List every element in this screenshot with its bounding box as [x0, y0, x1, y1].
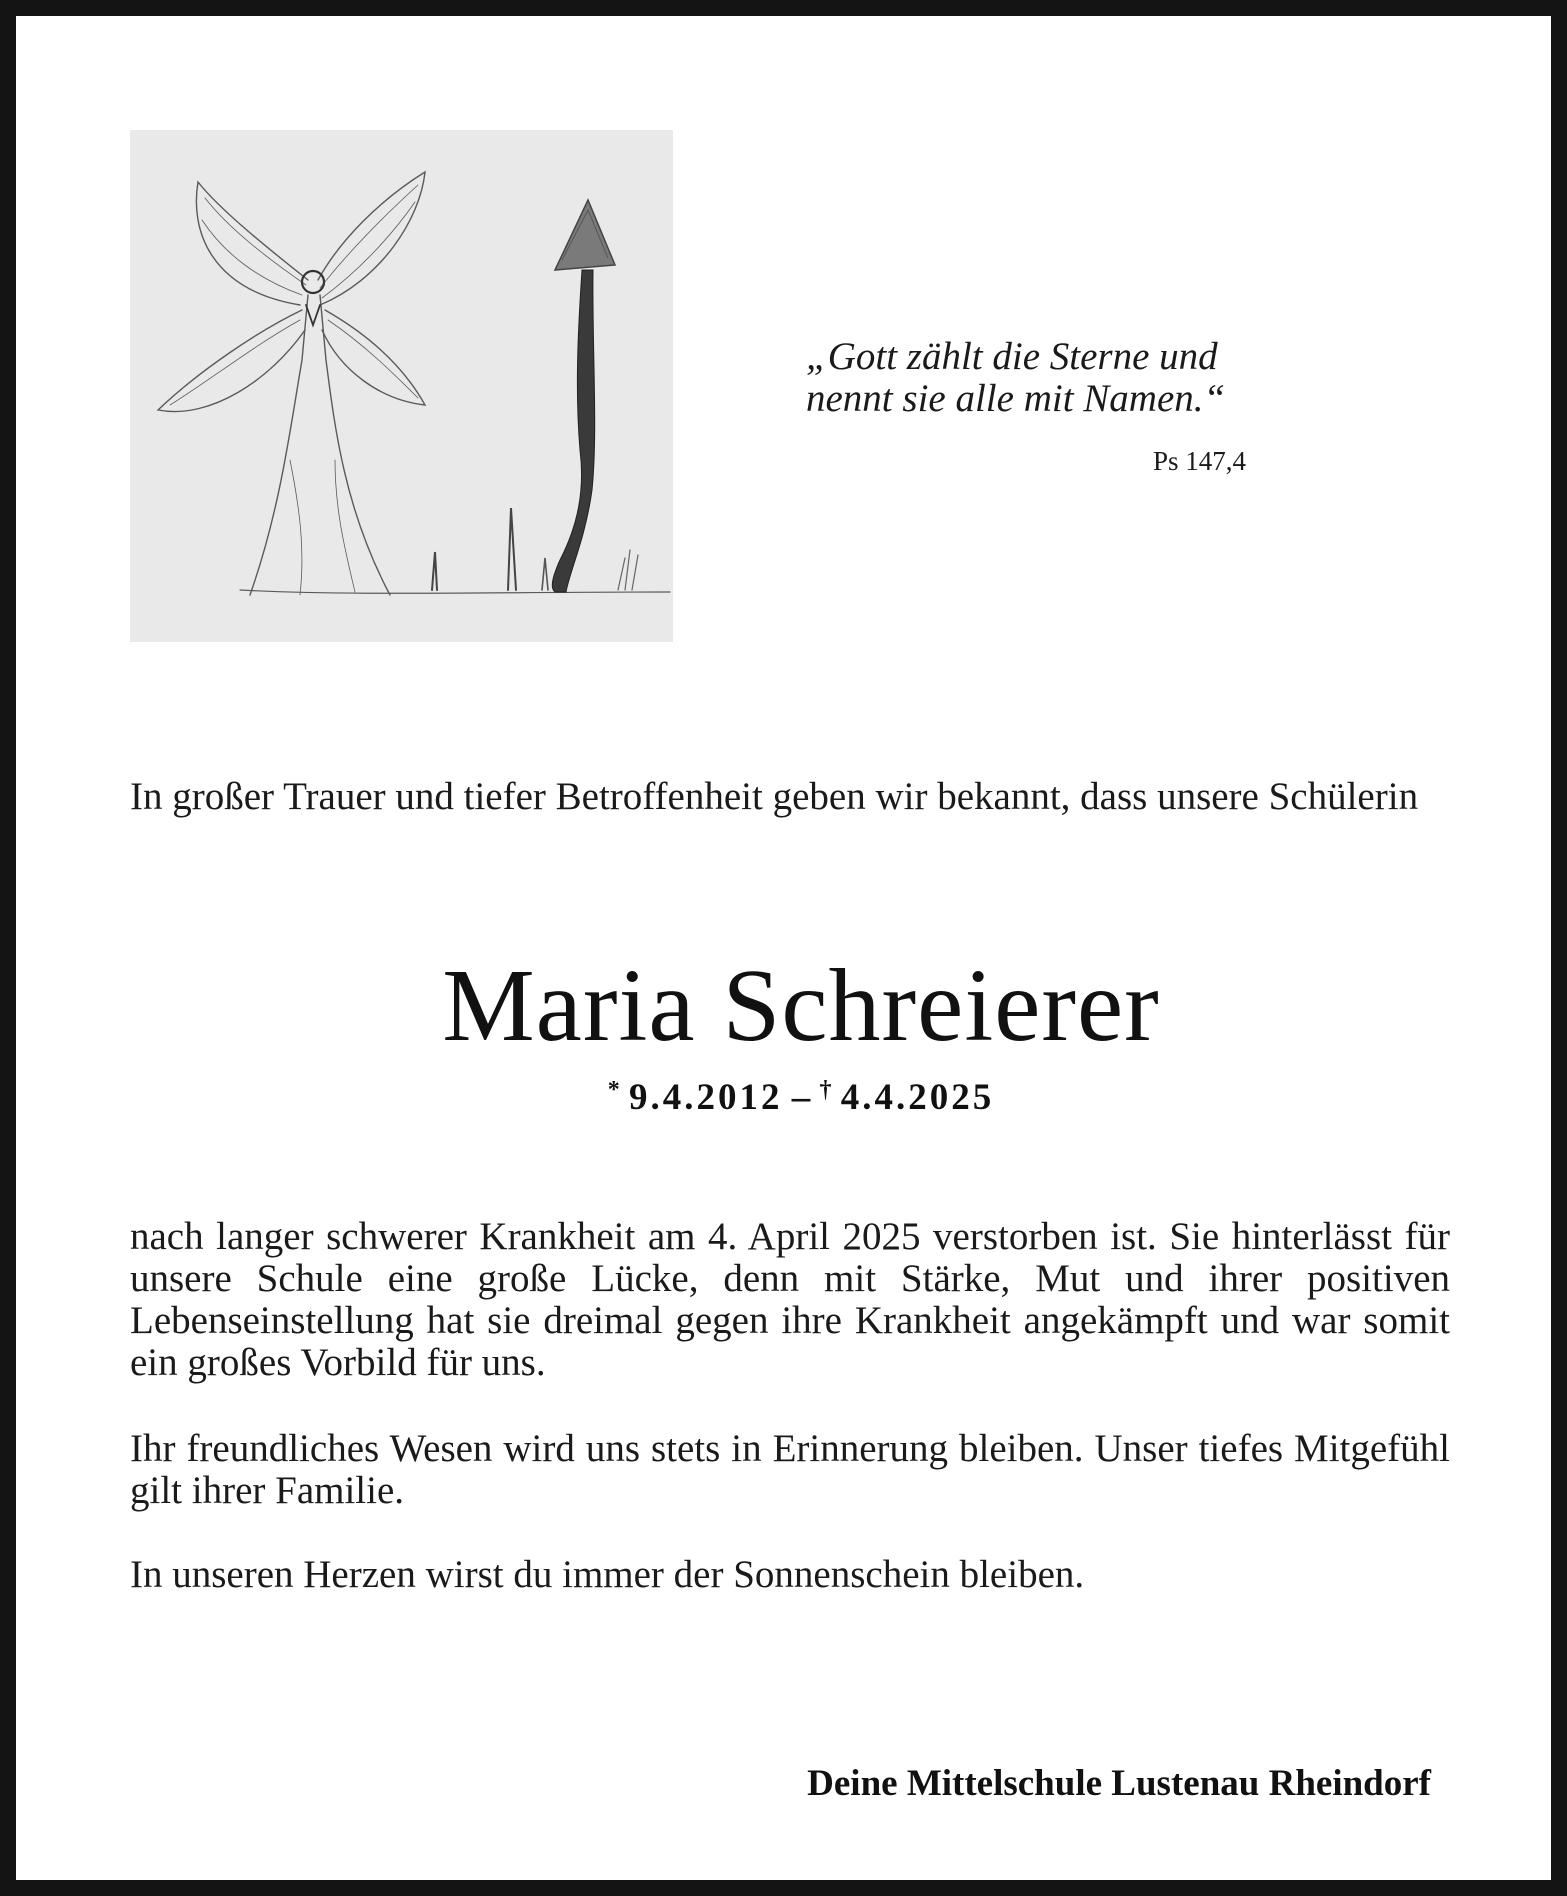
paragraph-2: [130, 1428, 1450, 1512]
paragraph-3-text: In unseren Herzen wirst du immer der Sonnenschein bleiben.: [130, 1553, 1085, 1596]
paragraph-1-text: nach langer schwerer Krankheit am 4. April 2025 verstorben ist. Sie hinterlässt für unsere Schule eine große Lücke, denn mit Stärke, Mut und ihrer positiven Lebenseinstellung hat sie dreimal gegen ihre Krankheit angekämpft und war somit ein großes Vorbild für uns.: [130, 1215, 1450, 1384]
paragraph-1: [130, 1216, 1450, 1384]
signature: Deine Mittelschule Lustenau Rheindorf: [807, 1763, 1431, 1804]
quote-line-1: „Gott zählt die Sterne und: [806, 335, 1218, 378]
date-separator: –: [782, 1077, 820, 1118]
intro-text: [130, 776, 1450, 818]
fairy-drawing: [130, 130, 673, 642]
paragraph-3: [130, 1554, 1450, 1596]
birth-symbol: *: [607, 1077, 620, 1103]
quote-line-2: nennt sie alle mit Namen.“: [806, 377, 1226, 420]
bible-quote: [806, 336, 1246, 420]
intro-paragraph: In großer Trauer und tiefer Betroffenheit geben wir bekannt, dass unsere Schülerin: [130, 775, 1419, 818]
paragraph-2-text: Ihr freundliches Wesen wird uns stets in Erinnerung bleiben. Unser tiefes Mitgefühl gilt ihrer Familie.: [130, 1427, 1450, 1512]
death-symbol: †: [819, 1077, 832, 1103]
life-dates: [130, 1076, 1472, 1119]
deceased-name: Maria Schreierer: [442, 948, 1160, 1063]
birth-date: 9.4.2012: [629, 1077, 783, 1118]
fairy-sketch-icon: [130, 130, 673, 642]
death-date: 4.4.2025: [840, 1077, 995, 1118]
quote-reference: Ps 147,4: [1152, 446, 1246, 476]
